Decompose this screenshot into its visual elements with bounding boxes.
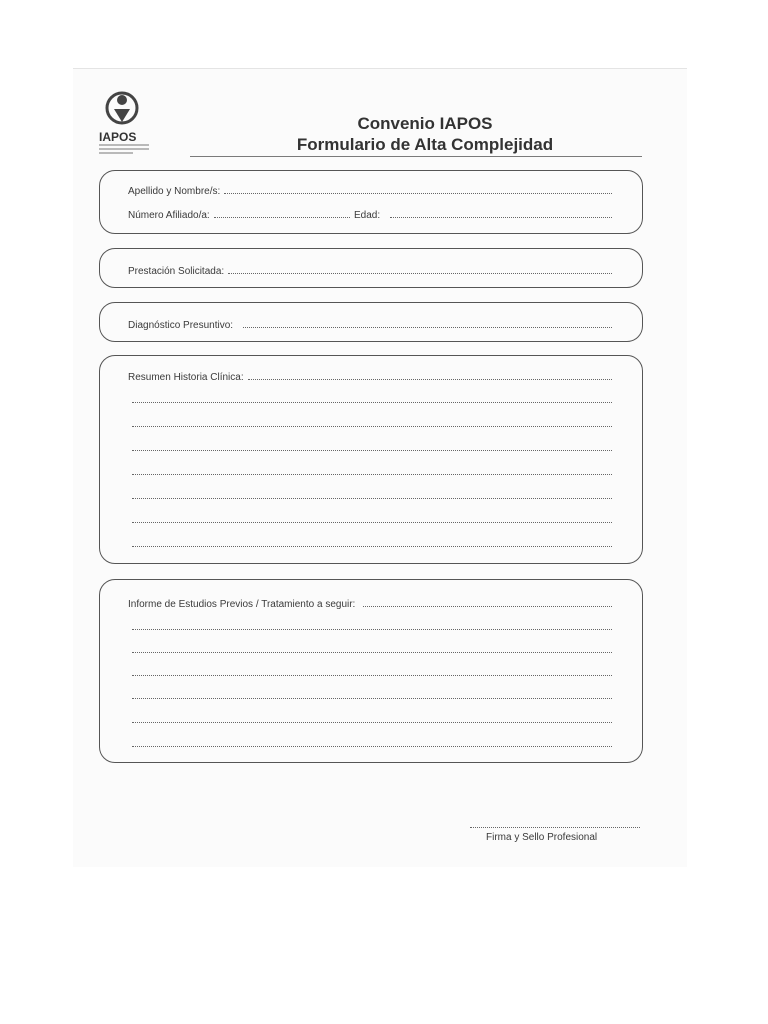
estudios-line[interactable] xyxy=(132,652,612,653)
apellido-field[interactable] xyxy=(128,185,612,197)
historia-box xyxy=(99,355,643,564)
estudios-dots xyxy=(363,598,612,607)
estudios-line[interactable] xyxy=(132,746,612,747)
prestacion-field[interactable] xyxy=(128,265,612,277)
page-title: Convenio IAPOS xyxy=(357,114,493,133)
historia-line[interactable] xyxy=(132,426,612,427)
estudios-field[interactable] xyxy=(128,598,612,610)
estudios-line[interactable] xyxy=(132,675,612,676)
edad-dots xyxy=(390,209,612,218)
title-rule xyxy=(190,156,642,157)
patient-info-box xyxy=(99,170,643,234)
edad-field[interactable] xyxy=(354,209,612,221)
diagnostico-field[interactable] xyxy=(128,319,612,331)
historia-label: Resumen Historia Clínica: xyxy=(128,372,244,383)
diagnostico-dots xyxy=(243,319,612,328)
signature-label: Firma y Sello Profesional xyxy=(486,832,598,843)
afiliado-label: Número Afiliado/a: xyxy=(128,210,210,221)
signature-line[interactable] xyxy=(470,827,640,828)
edad-label: Edad: xyxy=(354,210,381,221)
afiliado-field[interactable] xyxy=(128,209,350,221)
historia-line[interactable] xyxy=(132,450,612,451)
logo-subtext xyxy=(99,144,149,156)
prestacion-dots xyxy=(228,265,612,274)
estudios-line[interactable] xyxy=(132,722,612,723)
historia-line[interactable] xyxy=(132,546,612,547)
historia-field[interactable] xyxy=(128,371,612,383)
estudios-line[interactable] xyxy=(132,629,612,630)
historia-line[interactable] xyxy=(132,498,612,499)
estudios-label: Informe de Estudios Previos / Tratamiento a seguir: xyxy=(128,599,356,610)
historia-line[interactable] xyxy=(132,474,612,475)
historia-line[interactable] xyxy=(132,402,612,403)
logo-text: IAPOS xyxy=(99,130,137,144)
diagnostico-label: Diagnóstico Presuntivo: xyxy=(128,320,234,331)
apellido-dots xyxy=(224,185,612,194)
historia-line[interactable] xyxy=(132,522,612,523)
apellido-label: Apellido y Nombre/s: xyxy=(128,186,221,197)
page-subtitle: Formulario de Alta Complejidad xyxy=(296,135,554,154)
historia-dots xyxy=(248,371,612,380)
afiliado-dots xyxy=(214,209,350,218)
prestacion-label: Prestación Solicitada: xyxy=(128,266,225,277)
estudios-line[interactable] xyxy=(132,698,612,699)
